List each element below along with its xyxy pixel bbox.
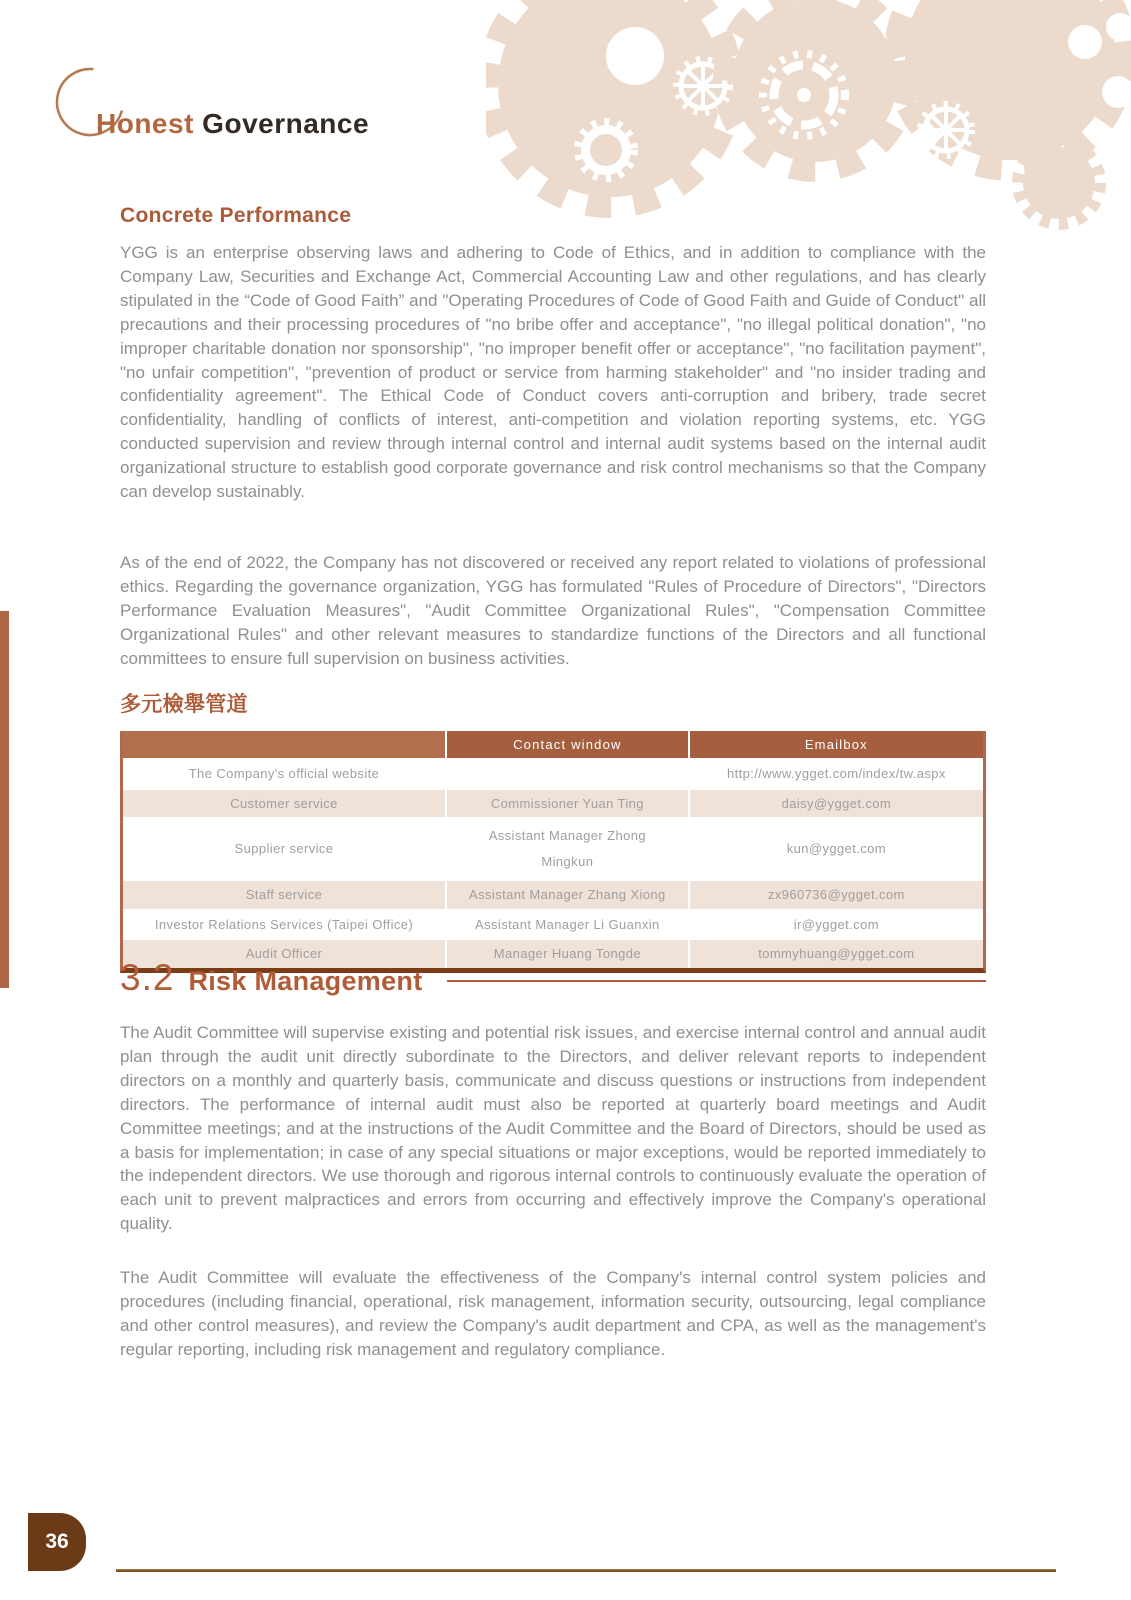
table-cell-contact: [447, 760, 688, 788]
table-cell-email: daisy@ygget.com: [690, 790, 983, 818]
page-title-accent: Honest: [96, 108, 194, 139]
table-cell-contact: [447, 819, 688, 879]
left-margin-bar: [0, 611, 9, 988]
concrete-paragraph-2: As of the end of 2022, the Company has not discovered or received any report related to violations of professional ethics. Regarding the governance organization, YGG has formulated "Rules of Procedure of Directors", "Directors Performance Evaluation Measures", "Audit Committee Organizational Rules", "Compensation Committee Organizational Rules" and other relevant measures to standardize functions of the Directors and all functional committees to ensure full supervision on business activities.: [120, 553, 986, 668]
table-cell-contact: Assistant Manager Li Guanxin: [447, 911, 688, 939]
gears-decoration-icon: [486, 0, 1131, 230]
table-cell-label: Investor Relations Services (Taipei Office): [123, 911, 445, 939]
table-header-blank: [123, 731, 445, 758]
page-number-badge: [28, 1513, 86, 1571]
section-title: Risk Management: [188, 966, 423, 996]
table-cell-email: http://www.ygget.com/index/tw.aspx: [690, 760, 983, 788]
table-cell-email: kun@ygget.com: [690, 819, 983, 879]
table-cell-contact: Assistant Manager Zhang Xiong: [447, 881, 688, 909]
table-cell-email: zx960736@ygget.com: [690, 881, 983, 909]
page-title: [96, 108, 369, 140]
table-cell-contact-text: Assistant Manager Zhong Mingkun: [488, 828, 647, 869]
heading-rule: [447, 980, 986, 982]
risk-paragraph-2: The Audit Committee will evaluate the effectiveness of the Company's internal control system policies and procedures (including financial, operational, risk management, information security, outsourcing, legal compliance and other control measures), and review the Company's audit department and CPA, as well as the management's regular reporting, including risk management and regulatory compliance.: [120, 1268, 986, 1359]
concrete-performance-heading: Concrete Performance: [120, 204, 352, 227]
table-cell-label: Audit Officer: [123, 940, 445, 968]
table-header-emailbox: Emailbox: [690, 731, 983, 758]
table-cell-label: Staff service: [123, 881, 445, 909]
reporting-channels-heading: 多元檢舉管道: [120, 693, 248, 716]
table-cell-email: tommyhuang@ygget.com: [690, 940, 983, 968]
page-title-rest: Governance: [193, 108, 370, 139]
table-cell-label: Supplier service: [123, 819, 445, 879]
table-cell-label: The Company's official website: [123, 760, 445, 788]
concrete-paragraph-1: YGG is an enterprise observing laws and adhering to Code of Ethics, and in addition to compliance with the Company Law, Securities and Exchange Act, Commercial Accounting Law and other regulations, and has clearly stipulated in the “Code of Good Faith” and "Operating Procedures of Code of Good Faith and Guide of Conduct" all precautions and their processing procedures of "no bribe offer and acceptance", "no illegal political donation", "no improper charitable donation nor sponsorship", "no improper benefit offer or acceptance", "no facilitation payment", "no unfair competition", "prevention of product or service from harming stakeholder" and "no insider trading and confidentiality agreement". The Ethical Code of Conduct covers anti-corruption and bribery, trade secret confidentiality, handling of conflicts of interest, anti-competition and violation reporting systems, etc. YGG conducted supervision and review through internal control and internal audit systems based on the internal audit organizational structure to establish good corporate governance and risk control mechanisms so that the Company can develop sustainably.: [120, 243, 986, 502]
footer-rule: [116, 1569, 1056, 1572]
page-number: 36: [45, 1530, 69, 1553]
risk-management-heading: [120, 957, 986, 999]
table-cell-contact: Manager Huang Tongde: [447, 940, 688, 968]
section-number: 3.2: [120, 957, 175, 998]
reporting-channels-table: [120, 731, 986, 973]
table-cell-email: ir@ygget.com: [690, 911, 983, 939]
table-cell-contact: Commissioner Yuan Ting: [447, 790, 688, 818]
table-cell-label: Customer service: [123, 790, 445, 818]
risk-paragraph-1: The Audit Committee will supervise existing and potential risk issues, and exercise internal control and annual audit plan through the audit unit directly subordinate to the Directors, and deliver relevant reports to independent directors on a monthly and quarterly basis, communicate and discuss questions or instructions from independent directors. The performance of internal audit must also be reported at quarterly board meetings and Audit Committee meetings; and at the instructions of the Audit Committee and the Board of Directors, should be used as a basis for implementation; in case of any special situations or major exceptions, would be reported immediately to the independent directors. We use thorough and rigorous internal controls to continuously evaluate the operation of each unit to prevent malpractices and errors from occurring and effectively improve the Company's operational quality.: [120, 1023, 986, 1234]
table-header-contact: Contact window: [447, 731, 688, 758]
